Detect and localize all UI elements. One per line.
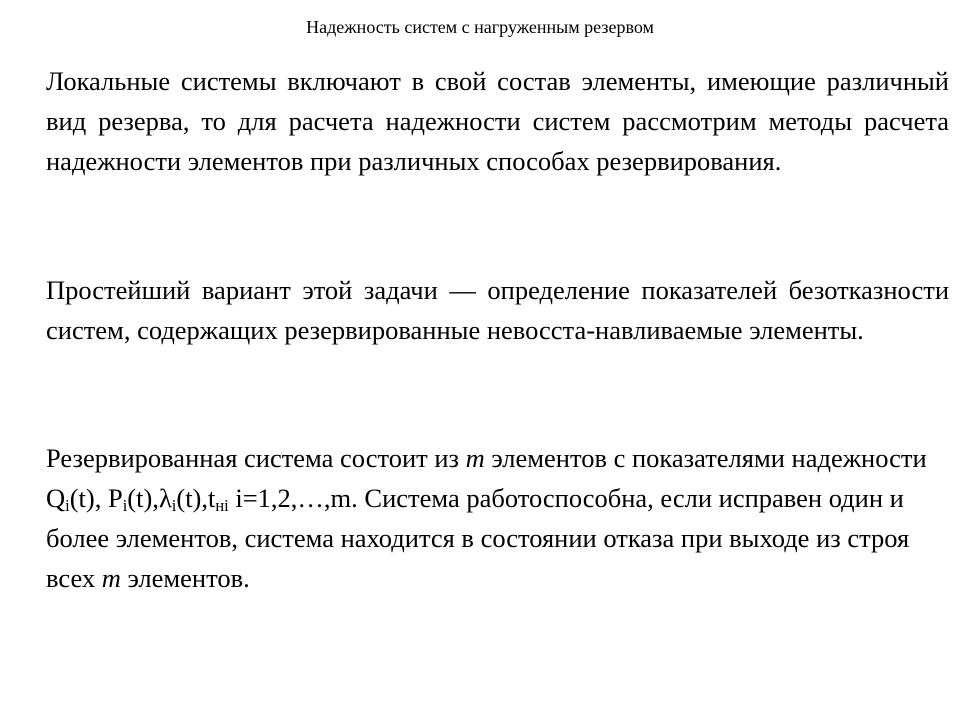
- subscript-i: i: [65, 496, 70, 516]
- paragraph-simplest-variant: Простейший вариант этой задачи — определение показателей безотказности систем, содержащих резервированные невосста-навливаемые элементы.: [46, 275, 949, 345]
- variable-m: m: [465, 443, 485, 473]
- subscript-i: i: [122, 496, 128, 516]
- lambda-symbol: λ: [158, 483, 172, 513]
- slide-title: Надежность систем с нагруженным резервом: [306, 17, 654, 37]
- text-run: (t),: [127, 483, 159, 513]
- text-run: (t),t: [176, 483, 216, 513]
- subscript-ni: нi: [215, 496, 229, 516]
- text-run: (t), P: [69, 483, 123, 513]
- subscript-i: i: [171, 496, 177, 516]
- text-run: i=1,2,…,m. Система работоспособна, если исправен один и более элементов, система находится в состоянии отказа при выходе из строя всех: [46, 483, 910, 593]
- text-run: элементов.: [120, 563, 250, 593]
- paragraph-redundant-system: [46, 438, 956, 598]
- text-run: Резервированная система состоит из: [46, 443, 466, 473]
- paragraph-local-systems: Локальные системы включают в свой состав элементы, имеющие различный вид резерва, то для расчета надежности систем рассмотрим методы расчета надежности элементов при различных способах резервирования.: [46, 66, 949, 176]
- variable-m: m: [101, 563, 121, 593]
- text-run: элементов с показателями надежности Q: [46, 443, 927, 513]
